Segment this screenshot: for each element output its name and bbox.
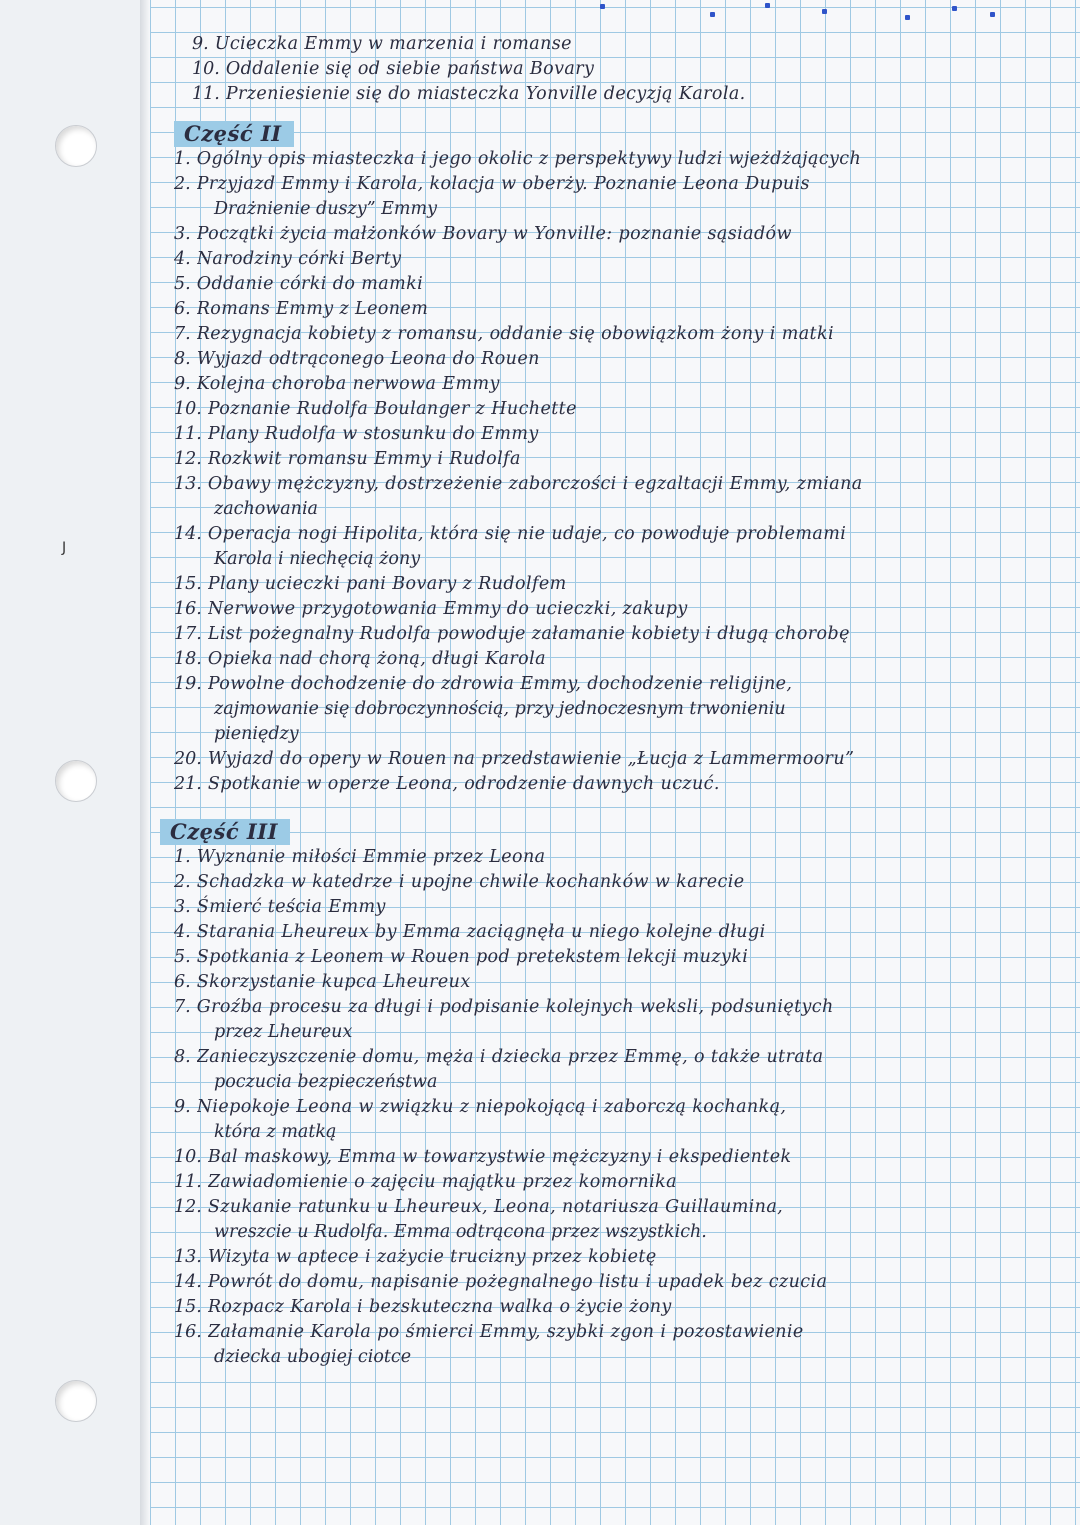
- item-number: 7.: [174, 997, 191, 1017]
- item-text: Plany ucieczki pani Bovary z Rudolfem: [207, 574, 567, 594]
- item-text: Śmierć teścia Emmy: [196, 897, 386, 917]
- list-item: [174, 1045, 1065, 1070]
- item-text: Skorzystanie kupca Lheureux: [196, 972, 471, 992]
- item-number: 9.: [174, 1097, 191, 1117]
- item-text: Oddanie córki do mamki: [196, 274, 424, 294]
- part2-list: [174, 147, 1065, 797]
- list-item: [174, 920, 1065, 945]
- binder-hole-middle: [55, 760, 97, 802]
- list-item: [174, 247, 1065, 272]
- item-number: 10.: [174, 399, 202, 419]
- item-text: Spotkania z Leonem w Rouen pod pretekstem lekcji muzyki: [196, 947, 749, 967]
- item-text: Niepokoje Leona w związku z niepokojącą i zaborczą kochanką,: [196, 1097, 787, 1117]
- item-number: 11.: [174, 424, 202, 444]
- item-text: Zanieczyszczenie domu, męża i dziecka przez Emmę, o także utrata: [196, 1047, 824, 1067]
- item-number: 10.: [174, 1147, 202, 1167]
- item-text: Przyjazd Emmy i Karola, kolacja w oberży. Poznanie Leona Dupuis: [196, 174, 810, 194]
- item-number: 14.: [174, 524, 202, 544]
- item-number: 15.: [174, 1297, 202, 1317]
- list-item: [174, 422, 1065, 447]
- list-item: [174, 397, 1065, 422]
- list-item: [192, 32, 1065, 57]
- item-text-continuation: wreszcie u Rudolfa. Emma odtrącona przez wszystkich.: [214, 1222, 707, 1242]
- item-text: Starania Lheureux by Emma zaciągnęła u niego kolejne długi: [196, 922, 766, 942]
- item-number: 11.: [192, 84, 220, 104]
- item-text: Operacja nogi Hipolita, która się nie udaje, co powoduje problemami: [207, 524, 847, 544]
- item-number: 19.: [174, 674, 202, 694]
- list-item: [174, 172, 1065, 197]
- item-text-continuation: zachowania: [214, 499, 318, 519]
- item-number: 1.: [174, 149, 191, 169]
- list-item: [174, 895, 1065, 920]
- item-text: Narodziny córki Berty: [196, 249, 402, 269]
- item-text: Zawiadomienie o zajęciu majątku przez komornika: [207, 1172, 677, 1192]
- list-item: [174, 372, 1065, 397]
- list-item: [174, 945, 1065, 970]
- item-text: Załamanie Karola po śmierci Emmy, szybki zgon i pozostawienie: [207, 1322, 804, 1342]
- item-text: Przeniesienie się do miasteczka Yonville decyzją Karola.: [225, 84, 746, 104]
- item-number: 7.: [174, 324, 191, 344]
- binder-hole-bottom: [55, 1380, 97, 1422]
- list-item: [174, 1095, 1065, 1120]
- item-text: Ogólny opis miasteczka i jego okolic z perspektywy ludzi wjeżdżających: [196, 149, 862, 169]
- part2-heading: Część II: [174, 121, 294, 147]
- item-text-continuation: przez Lheureux: [214, 1022, 353, 1042]
- item-text-continuation: poczucia bezpieczeństwa: [214, 1072, 438, 1092]
- item-text: Spotkanie w operze Leona, odrodzenie dawnych uczuć.: [207, 774, 720, 794]
- item-number: 11.: [174, 1172, 202, 1192]
- item-number: 1.: [174, 847, 191, 867]
- list-item: [174, 1320, 1065, 1345]
- item-text-continuation: zajmowanie się dobroczynnością, przy jednoczesnym trwonieniu: [214, 699, 786, 719]
- list-item: [174, 572, 1065, 597]
- list-item: [174, 597, 1065, 622]
- list-item: [174, 222, 1065, 247]
- list-item: [174, 1295, 1065, 1320]
- list-item: [192, 57, 1065, 82]
- item-number: 8.: [174, 1047, 191, 1067]
- item-text: Romans Emmy z Leonem: [196, 299, 429, 319]
- item-text: Powolne dochodzenie do zdrowia Emmy, dochodzenie religijne,: [207, 674, 793, 694]
- list-item: [192, 82, 1065, 107]
- item-text: Wyjazd do opery w Rouen na przedstawienie „Łucja z Lammermooru”: [207, 749, 855, 769]
- list-item: [174, 1195, 1065, 1220]
- item-text: Poznanie Rudolfa Boulanger z Huchette: [207, 399, 577, 419]
- item-text: Kolejna choroba nerwowa Emmy: [196, 374, 500, 394]
- item-text-continuation: Karola i niechęcią żony: [214, 549, 421, 569]
- item-text: Bal maskowy, Emma w towarzystwie mężczyzny i ekspedientek: [207, 1147, 792, 1167]
- item-text-continuation: dziecka ubogiej ciotce: [214, 1347, 412, 1367]
- list-item: [174, 447, 1065, 472]
- list-item: [174, 747, 1065, 772]
- item-number: 3.: [174, 897, 191, 917]
- list-item: [174, 870, 1065, 895]
- item-number: 17.: [174, 624, 202, 644]
- item-number: 12.: [174, 449, 202, 469]
- item-text-continuation: Drażnienie duszy” Emmy: [214, 199, 437, 219]
- item-number: 2.: [174, 872, 191, 892]
- item-text: Początki życia małżonków Bovary w Yonville: poznanie sąsiadów: [196, 224, 792, 244]
- list-item: [174, 970, 1065, 995]
- item-number: 18.: [174, 649, 202, 669]
- part2-heading-row: [174, 113, 1065, 147]
- item-text: Obawy mężczyzny, dostrzeżenie zaborczości i egzaltacji Emmy, zmiana: [207, 474, 863, 494]
- item-number: 5.: [174, 274, 191, 294]
- item-number: 12.: [174, 1197, 202, 1217]
- list-item: [174, 347, 1065, 372]
- item-number: 2.: [174, 174, 191, 194]
- item-text: Opieka nad chorą żoną, długi Karola: [207, 649, 546, 669]
- list-item: [174, 1170, 1065, 1195]
- list-item: [174, 845, 1065, 870]
- list-item: [174, 147, 1065, 172]
- list-item: [174, 1270, 1065, 1295]
- item-text: List pożegnalny Rudolfa powoduje załamanie kobiety i długą chorobę: [207, 624, 850, 644]
- torn-edge: [140, 0, 150, 1525]
- item-text: Rozpacz Karola i bezskuteczna walka o życie żony: [207, 1297, 672, 1317]
- item-number: 15.: [174, 574, 202, 594]
- item-text: Powrót do domu, napisanie pożegnalnego listu i upadek bez czucia: [207, 1272, 828, 1292]
- item-number: 5.: [174, 947, 191, 967]
- item-number: 9.: [192, 34, 209, 54]
- item-number: 10.: [192, 59, 220, 79]
- item-number: 9.: [174, 374, 191, 394]
- item-number: 16.: [174, 599, 202, 619]
- item-text: Wizyta w aptece i zażycie trucizny przez kobietę: [207, 1247, 657, 1267]
- list-item: [174, 272, 1065, 297]
- item-text: Rozkwit romansu Emmy i Rudolfa: [207, 449, 521, 469]
- item-number: 13.: [174, 1247, 202, 1267]
- ink-speckles: [560, 0, 1040, 30]
- item-text: Szukanie ratunku u Lheureux, Leona, notariusza Guillaumina,: [207, 1197, 784, 1217]
- list-item: [174, 297, 1065, 322]
- list-item: [174, 772, 1065, 797]
- list-item: [174, 622, 1065, 647]
- list-item: [174, 647, 1065, 672]
- outline-content: [160, 32, 1065, 1370]
- item-number: 8.: [174, 349, 191, 369]
- list-item: [174, 472, 1065, 497]
- item-number: 20.: [174, 749, 202, 769]
- item-text: Wyjazd odtrąconego Leona do Rouen: [196, 349, 540, 369]
- item-number: 13.: [174, 474, 202, 494]
- list-item: [174, 322, 1065, 347]
- item-text: Schadzka w katedrze i upojne chwile kochanków w karecie: [196, 872, 745, 892]
- list-item: [174, 1245, 1065, 1270]
- part1-tail-list: [192, 32, 1065, 107]
- item-number: 6.: [174, 299, 191, 319]
- item-number: 6.: [174, 972, 191, 992]
- list-item: [174, 1145, 1065, 1170]
- list-item: [174, 995, 1065, 1020]
- list-item: [174, 672, 1065, 697]
- margin-mark: J: [62, 540, 67, 556]
- item-number: 21.: [174, 774, 202, 794]
- list-item: [174, 522, 1065, 547]
- item-text-continuation: pieniędzy: [214, 724, 299, 744]
- item-number: 4.: [174, 922, 191, 942]
- item-number: 16.: [174, 1322, 202, 1342]
- item-number: 4.: [174, 249, 191, 269]
- part3-list: [174, 845, 1065, 1370]
- item-number: 3.: [174, 224, 191, 244]
- part3-heading: Część III: [160, 819, 290, 845]
- item-text-continuation: która z matką: [214, 1122, 337, 1142]
- item-number: 14.: [174, 1272, 202, 1292]
- item-text: Oddalenie się od siebie państwa Bovary: [225, 59, 595, 79]
- binder-hole-top: [55, 125, 97, 167]
- item-text: Wyznanie miłości Emmie przez Leona: [196, 847, 546, 867]
- part3-heading-row: [160, 811, 1065, 845]
- item-text: Nerwowe przygotowania Emmy do ucieczki, zakupy: [207, 599, 688, 619]
- item-text: Rezygnacja kobiety z romansu, oddanie się obowiązkom żony i matki: [196, 324, 834, 344]
- item-text: Groźba procesu za długi i podpisanie kolejnych weksli, podsuniętych: [196, 997, 834, 1017]
- item-text: Ucieczka Emmy w marzenia i romanse: [214, 34, 572, 54]
- item-text: Plany Rudolfa w stosunku do Emmy: [207, 424, 539, 444]
